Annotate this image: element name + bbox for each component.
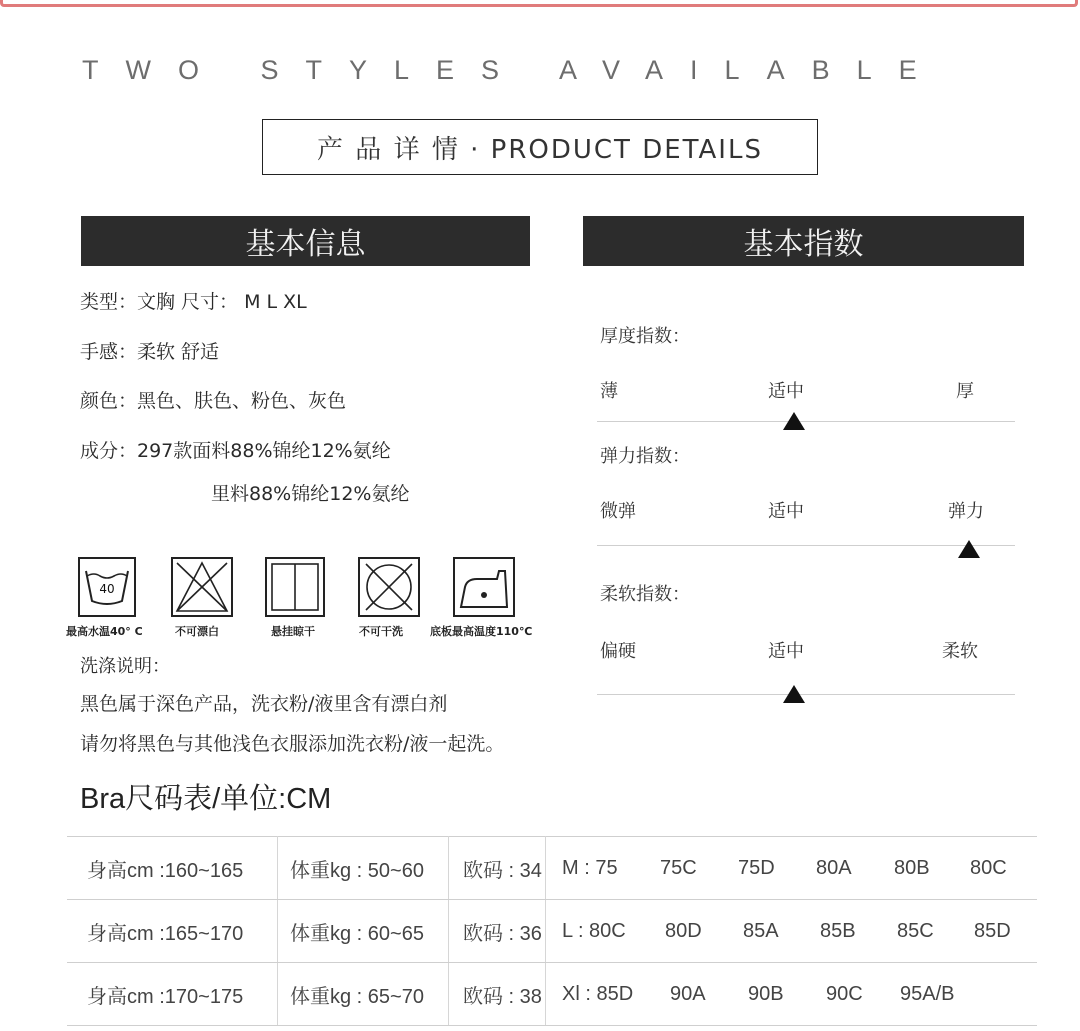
- cup-size: 95A/B: [900, 982, 955, 1005]
- thickness-index-title: 厚度指数：: [600, 326, 690, 347]
- cup-sizes-cell: [546, 837, 1038, 900]
- weight-cell: 体重kg : 60~65: [278, 900, 449, 963]
- wash-instructions-title: 洗涤说明：: [80, 656, 170, 677]
- cup-size: 90A: [670, 982, 706, 1005]
- no-bleach-icon: [171, 557, 233, 621]
- thickness-index-scale: [600, 377, 1000, 403]
- info-type-size: 类型：文胸 尺寸： M L XL: [80, 291, 307, 313]
- care-label-no-dry-clean: 不可干洗: [359, 625, 403, 638]
- cup-size: 75D: [738, 856, 775, 879]
- cup-size: 90B: [748, 982, 784, 1005]
- product-details-box: 产 品 详 情 · PRODUCT DETAILS: [262, 119, 818, 175]
- care-label-iron: 底板最高温度110℃: [430, 625, 533, 638]
- scale-high-label: 弹力: [948, 501, 984, 522]
- softness-index-marker: [783, 685, 805, 703]
- weight-cell: 体重kg : 50~60: [278, 837, 449, 900]
- table-row: [67, 900, 1037, 963]
- table-row: [67, 963, 1037, 1026]
- wash-temp-text: 40: [99, 582, 115, 596]
- wash-instruction-line: 黑色属于深色产品，洗衣粉/液里含有漂白剂: [80, 693, 448, 715]
- softness-index-scale: [600, 637, 1000, 663]
- scale-low-label: 薄: [600, 381, 618, 402]
- elasticity-index-scale: [600, 497, 1000, 523]
- cup-size: 85B: [820, 919, 856, 942]
- styles-available-heading: TWO STYLES AVAILABLE: [82, 55, 944, 85]
- thickness-index-marker: [783, 412, 805, 430]
- thickness-index-line: [597, 421, 1015, 422]
- cup-sizes-cell: [546, 963, 1038, 1026]
- elasticity-index-marker: [958, 540, 980, 558]
- height-cell: 身高cm :165~170: [67, 900, 278, 963]
- cup-size: 80B: [894, 856, 930, 879]
- cup-size: 85C: [897, 919, 934, 942]
- cup-size: 80C: [970, 856, 1007, 879]
- eu-size-cell: 欧码 : 36: [449, 900, 546, 963]
- scale-low-label: 微弹: [600, 501, 636, 522]
- cup-size: Xl : 85D: [562, 982, 634, 1005]
- cup-size: 85D: [974, 919, 1011, 942]
- hang-dry-icon: [265, 557, 325, 621]
- info-feel: 手感：柔软 舒适: [80, 341, 220, 363]
- scale-mid-label: 适中: [768, 641, 804, 662]
- care-label-wash: 最高水温40° C: [66, 625, 143, 638]
- eu-size-cell: 欧码 : 38: [449, 963, 546, 1026]
- cup-size: 80D: [665, 919, 702, 942]
- weight-cell: 体重kg : 65~70: [278, 963, 449, 1026]
- cup-sizes-cell: [546, 900, 1038, 963]
- care-icons: [66, 557, 566, 627]
- cup-size: M : 75: [562, 856, 618, 879]
- cup-size: 90C: [826, 982, 863, 1005]
- eu-size-cell: 欧码 : 34: [449, 837, 546, 900]
- info-composition: 成分：297款面料88%锦纶12%氨纶: [80, 440, 391, 462]
- scale-mid-label: 适中: [768, 501, 804, 522]
- info-colors: 颜色：黑色、肤色、粉色、灰色: [80, 390, 347, 412]
- softness-index-line: [597, 694, 1015, 695]
- height-cell: 身高cm :170~175: [67, 963, 278, 1026]
- wash-instruction-line: 请勿将黑色与其他浅色衣服添加洗衣粉/液一起洗。: [80, 733, 505, 755]
- care-label-hang-dry: 悬挂晾干: [271, 625, 315, 638]
- elasticity-index-title: 弹力指数：: [600, 446, 690, 467]
- scale-high-label: 柔软: [942, 641, 978, 662]
- iron-icon: [453, 557, 515, 621]
- elasticity-index-line: [597, 545, 1015, 546]
- cup-size: 80A: [816, 856, 852, 879]
- basic-info-bar: 基本信息: [81, 216, 530, 266]
- size-table: [67, 836, 1037, 1026]
- scale-low-label: 偏硬: [600, 641, 636, 662]
- height-cell: 身高cm :160~165: [67, 837, 278, 900]
- table-row: [67, 837, 1037, 900]
- cup-size: 85A: [743, 919, 779, 942]
- basic-index-bar: 基本指数: [583, 216, 1024, 266]
- cup-size: L : 80C: [562, 919, 626, 942]
- wash-40-icon: [78, 557, 136, 621]
- care-label-no-bleach: 不可漂白: [175, 625, 219, 638]
- softness-index-title: 柔软指数：: [600, 584, 690, 605]
- cup-size: 75C: [660, 856, 697, 879]
- scale-mid-label: 适中: [768, 381, 804, 402]
- no-dry-clean-icon: [358, 557, 420, 621]
- info-lining: 里料88%锦纶12%氨纶: [211, 483, 410, 505]
- scale-high-label: 厚: [956, 381, 974, 402]
- top-frame: [0, 0, 1078, 7]
- size-chart-title: Bra尺码表/单位:CM: [80, 783, 332, 815]
